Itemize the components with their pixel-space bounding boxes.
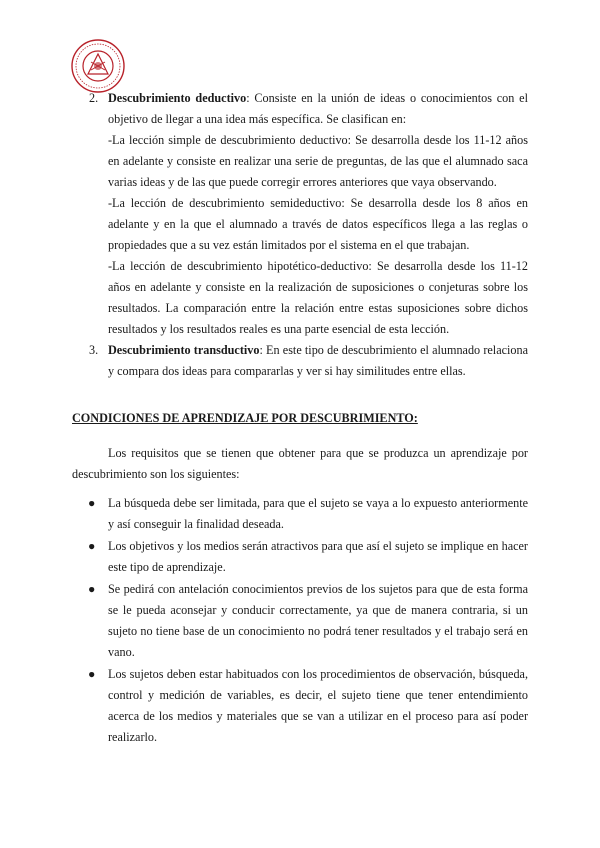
bullet-icon: ● (88, 539, 96, 553)
bullet-text: La búsqueda debe ser limitada, para que el sujeto se vaya a lo expuesto anteriormente y así conseguir la finalidad deseada. (108, 496, 528, 531)
bullet-item (72, 536, 528, 578)
sub-paragraph: -La lección de descubrimiento semideductivo: Se desarrolla desde los 8 años en adelante y en la que el alumnado a través de datos específicos llega a las reglas o propiedades que a su vez están limitados por el sistema en el que trabajan. (108, 196, 528, 252)
section-heading: CONDICIONES DE APRENDIZAJE POR DESCUBRIMIENTO: (72, 411, 418, 425)
bullet-item (72, 493, 528, 535)
list-item (72, 340, 528, 382)
university-seal-icon (70, 38, 126, 94)
bullet-text: Los objetivos y los medios serán atractivos para que así el sujeto se implique en hacer este tipo de aprendizaje. (108, 539, 528, 574)
document-body (72, 88, 528, 749)
list-number: 3. (89, 343, 99, 357)
sub-paragraph: -La lección simple de descubrimiento deductivo: Se desarrolla desde los 11-12 años en adelante y consiste en realizar una serie de preguntas, de las que el alumnado saca varias ideas y de las que puede corregir errores anteriores que vaya observando. (108, 133, 528, 189)
bullet-item (72, 579, 528, 663)
bullet-list (72, 493, 528, 748)
list-number: 2. (89, 91, 99, 105)
bullet-text: Los sujetos deben estar habituados con los procedimientos de observación, búsqueda, control y medición de variables, es decir, el sujeto tiene que tener entendimiento acerca de los medios y materiales que se van a utilizar en el proceso para así poder realizarlo. (108, 667, 528, 744)
intro-paragraph: Los requisitos que se tienen que obtener para que se produzca un aprendizaje por descubrimiento son los siguientes: (72, 446, 528, 481)
item-text: : Consiste en la unión de ideas o conocimientos con el objetivo de llegar a una idea más específica. Se clasifican en: (108, 91, 528, 126)
term: Descubrimiento deductivo (108, 91, 247, 105)
bullet-item (72, 664, 528, 748)
sub-paragraph: -La lección de descubrimiento hipotético-deductivo: Se desarrolla desde los 11-12 años en adelante y consiste en la realización de suposiciones o conjeturas sobre los resultados. La comparación entre la relación entre estas suposiciones sobre dichos resultados y los resultados reales es una parte esencial de esta lección. (108, 259, 528, 336)
bullet-text: Se pedirá con antelación conocimientos previos de los sujetos para que de esta forma se le pueda aconsejar y conducir correctamente, ya que de manera contraria, si un sujeto no tiene base de un conocimiento no podrá tener resultados y el trabajo será en vano. (108, 582, 528, 659)
bullet-icon: ● (88, 496, 96, 510)
item-text: : En este tipo de descubrimiento el alumnado relaciona y compara dos ideas para compararlas y ver si hay similitudes entre ellas. (108, 343, 528, 378)
bullet-icon: ● (88, 582, 96, 596)
bullet-icon: ● (88, 667, 96, 681)
list-item (72, 88, 528, 130)
term: Descubrimiento transductivo (108, 343, 260, 357)
